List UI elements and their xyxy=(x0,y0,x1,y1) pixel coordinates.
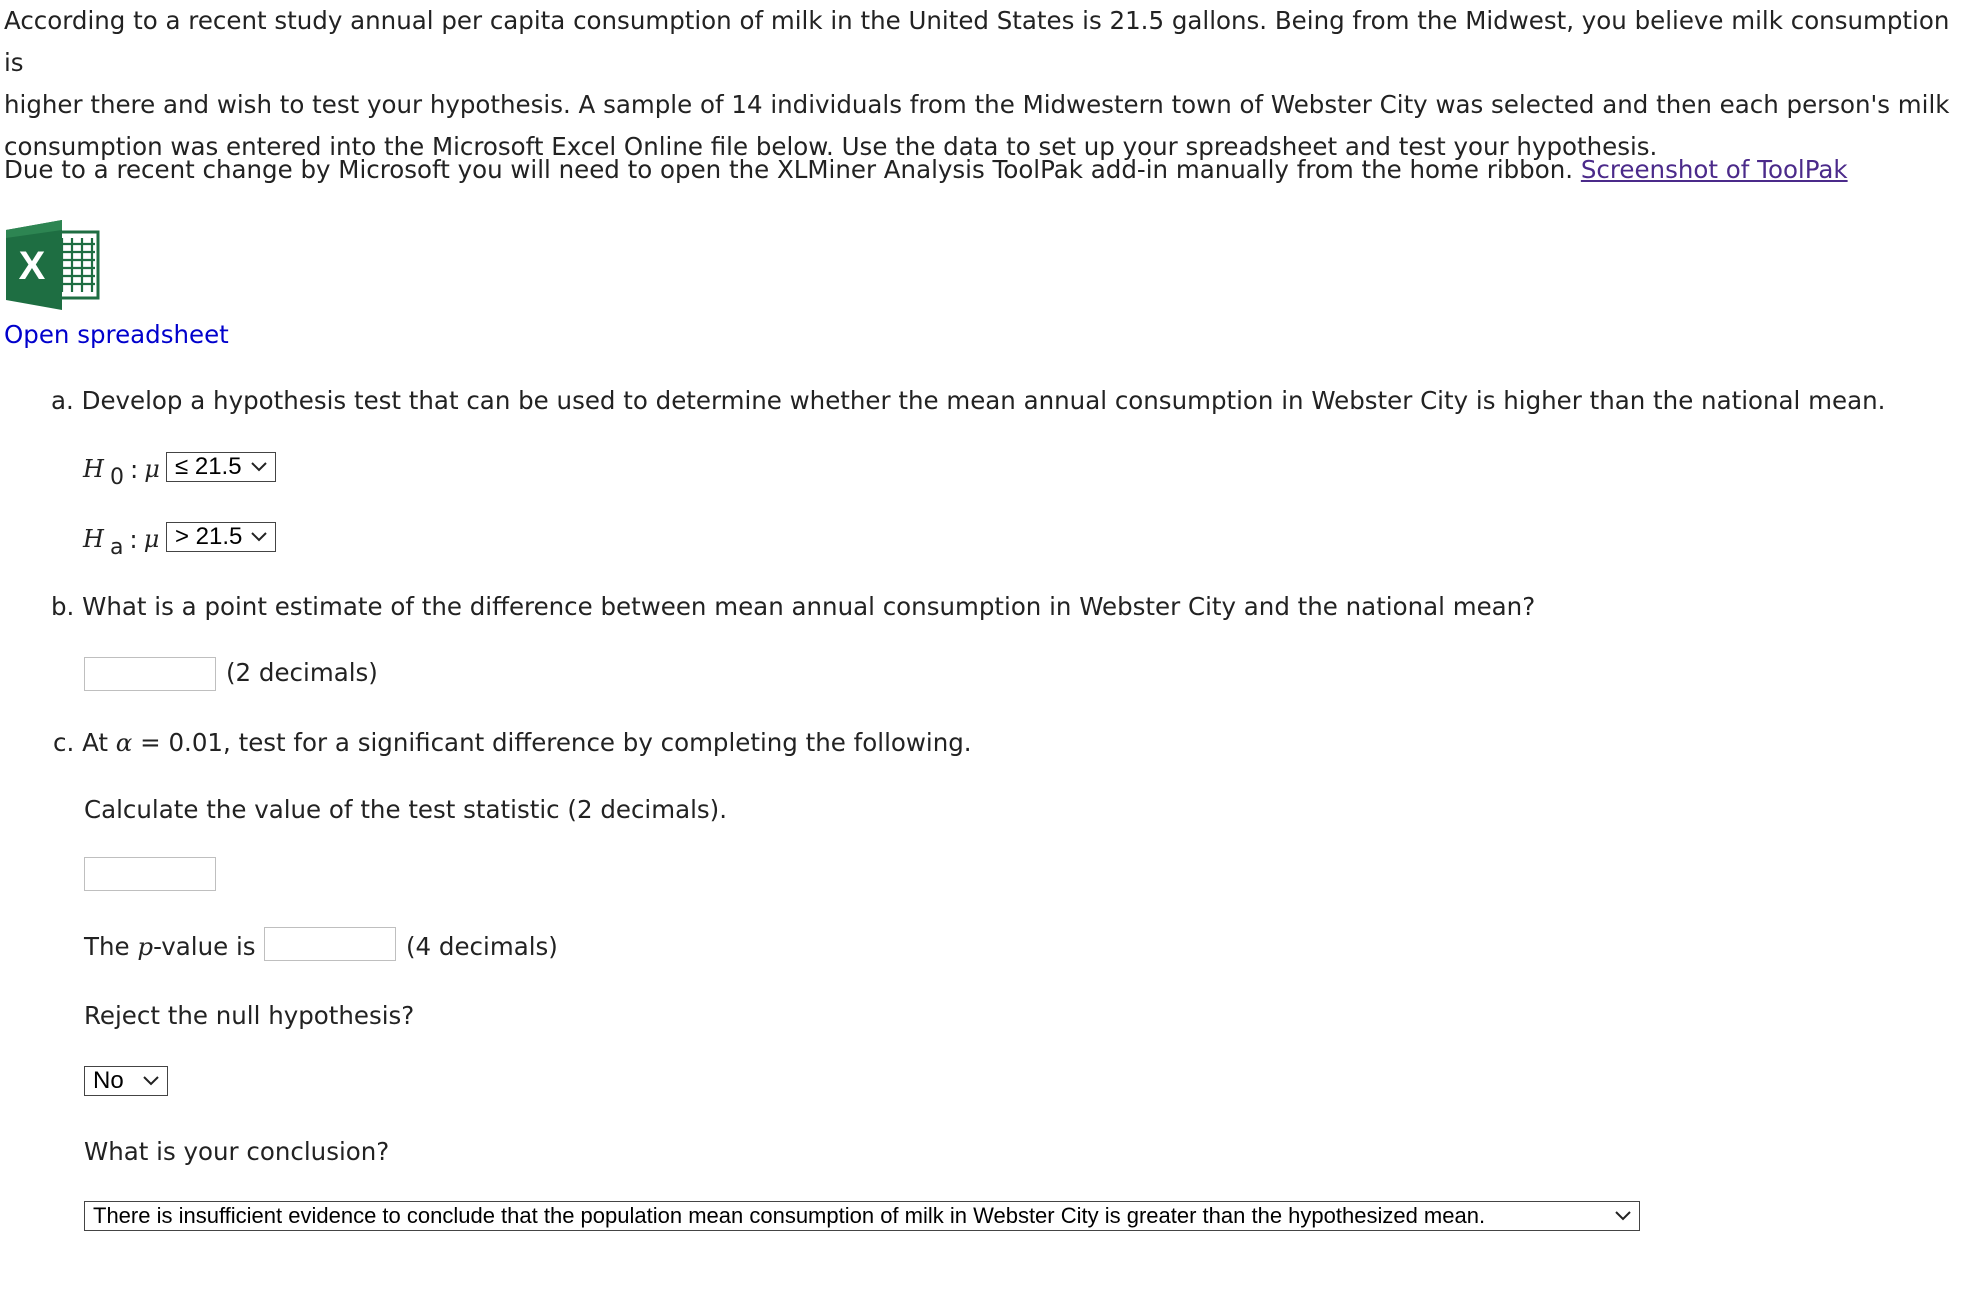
reject-prompt: Reject the null hypothesis? xyxy=(84,1001,415,1030)
toolpak-note-text: Due to a recent change by Microsoft you will need to open the XLMiner Analysis ToolPak add-in manually from the home ribbon. xyxy=(4,155,1581,184)
part-a-question xyxy=(51,386,1885,415)
ha-select[interactable] xyxy=(166,522,276,552)
part-c-question xyxy=(53,728,972,757)
part-b-label: b. xyxy=(51,592,75,621)
alpha-symbol: α xyxy=(115,728,133,757)
alternative-hypothesis-row xyxy=(83,520,159,558)
p-value-the: The xyxy=(84,932,130,961)
ha-subscript: a xyxy=(109,534,124,560)
conclusion-prompt: What is your conclusion? xyxy=(84,1137,390,1166)
reject-select[interactable] xyxy=(84,1066,168,1096)
ha-selected-value: > 21.5 xyxy=(175,523,243,550)
part-b-text: What is a point estimate of the difference between mean annual consumption in Webster City and the national mean? xyxy=(82,592,1536,621)
ha-mu: μ xyxy=(143,525,160,553)
conclusion-select[interactable] xyxy=(84,1201,1640,1231)
h0-selected-value: ≤ 21.5 xyxy=(175,453,242,480)
excel-icon-letter: X xyxy=(18,244,46,288)
excel-icon[interactable] xyxy=(4,220,100,310)
intro-line-3: consumption was entered into the Microsoft Excel Online file below. Use the data to set up your spreadsheet and test your hypothesis. xyxy=(4,132,1658,161)
point-estimate-input[interactable] xyxy=(84,657,216,691)
reject-selected-value: No xyxy=(93,1067,124,1094)
h0-letter: H xyxy=(83,455,104,483)
ha-colon: : xyxy=(129,524,138,554)
problem-statement xyxy=(4,0,1964,168)
chevron-down-icon xyxy=(1607,1211,1631,1221)
test-statistic-input[interactable] xyxy=(84,857,216,891)
point-estimate-hint: (2 decimals) xyxy=(226,658,378,687)
p-value-label: -value is xyxy=(153,932,256,961)
part-a-label: a. xyxy=(51,386,74,415)
null-hypothesis-row xyxy=(83,450,160,488)
h0-mu: μ xyxy=(144,455,160,483)
chevron-down-icon xyxy=(243,462,267,472)
part-c-text: = 0.01, test for a significant difference by completing the following. xyxy=(140,728,972,757)
toolpak-note xyxy=(4,155,1848,184)
chevron-down-icon xyxy=(243,532,267,542)
p-value-p: p xyxy=(137,932,154,961)
p-value-input[interactable] xyxy=(264,927,396,961)
p-value-hint: (4 decimals) xyxy=(406,932,558,961)
conclusion-selected-value: There is insufficient evidence to conclude that the population mean consumption of milk in Webster City is greater than the hypothesized mean. xyxy=(93,1203,1486,1228)
intro-line-2: higher there and wish to test your hypothesis. A sample of 14 individuals from the Midwestern town of Webster City was selected and then each person's milk xyxy=(4,90,1950,119)
toolpak-screenshot-link[interactable]: Screenshot of ToolPak xyxy=(1580,155,1848,184)
h0-colon: : xyxy=(129,454,139,484)
h0-select[interactable] xyxy=(166,452,276,482)
part-c-at: At xyxy=(82,728,108,757)
test-statistic-prompt: Calculate the value of the test statistic (2 decimals). xyxy=(84,795,728,824)
intro-line-1: According to a recent study annual per capita consumption of milk in the United States is 21.5 gallons. Being from the Midwest, you believe milk consumption is xyxy=(4,6,1950,77)
part-c-label: c. xyxy=(53,728,75,757)
h0-subscript: 0 xyxy=(109,464,124,490)
part-a-text: Develop a hypothesis test that can be used to determine whether the mean annual consumption in Webster City is higher than the national mean. xyxy=(81,386,1886,415)
chevron-down-icon xyxy=(135,1076,159,1086)
ha-letter: H xyxy=(83,525,104,553)
part-b-question xyxy=(51,592,1535,621)
p-value-row xyxy=(84,932,256,961)
open-spreadsheet-link[interactable]: Open spreadsheet xyxy=(4,320,229,349)
